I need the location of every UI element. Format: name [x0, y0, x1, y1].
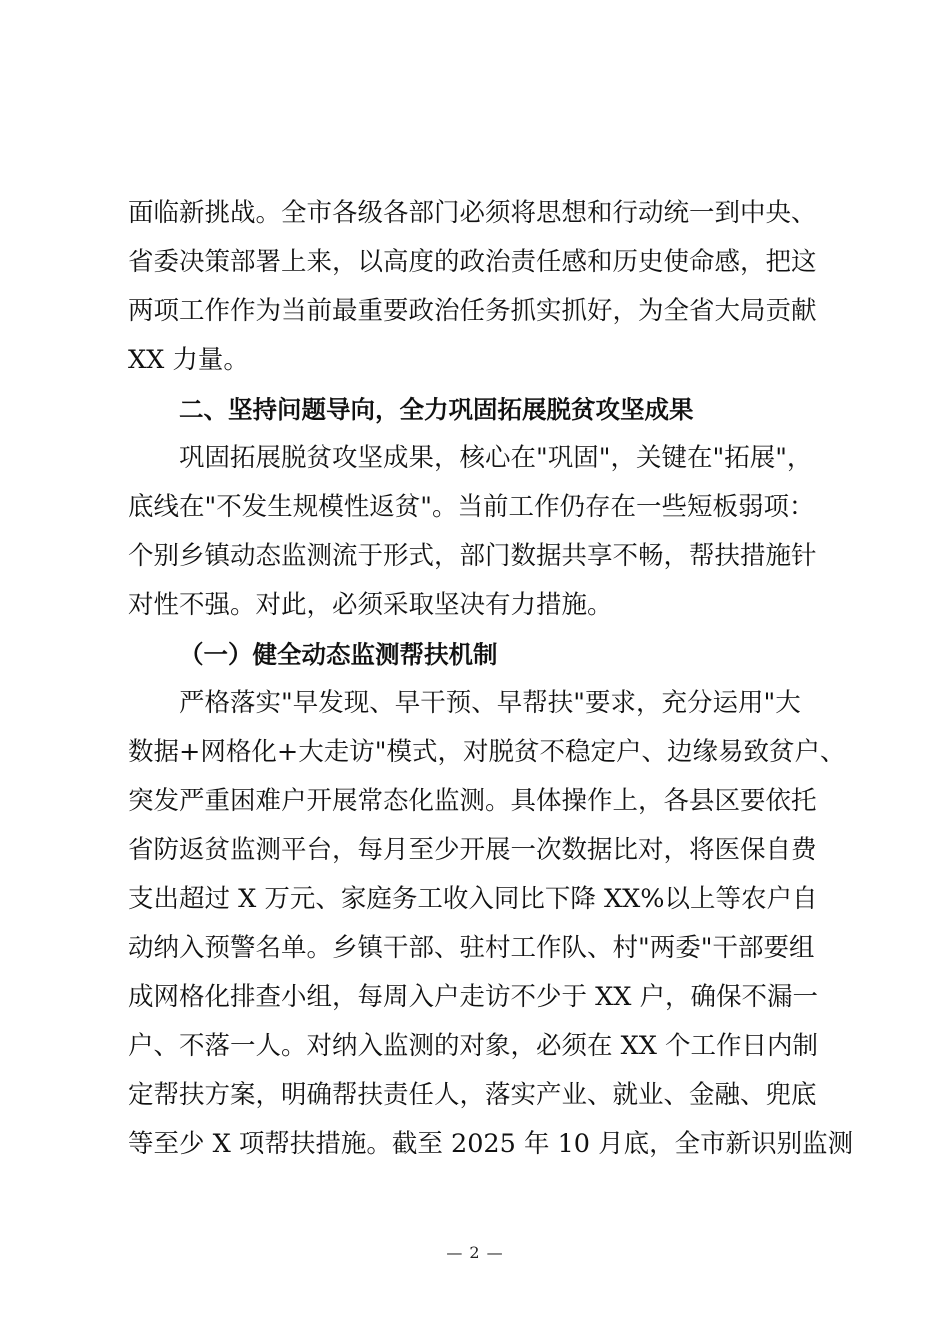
body-line: XX 力量。 [128, 345, 249, 375]
body-line: 省委决策部署上来，以高度的政治责任感和历史使命感，把这 [128, 247, 817, 277]
body-line: 两项工作作为当前最重要政治任务抓实抓好，为全省大局贡献 [128, 296, 817, 326]
body-line: 面临新挑战。全市各级各部门必须将思想和行动统一到中央、 [128, 198, 817, 228]
paragraph-first-line: 巩固拓展脱贫攻坚成果，核心在"巩固"，关键在"拓展"， [179, 443, 813, 473]
page-number: — 2 — [446, 1243, 504, 1262]
body-line: 突发严重困难户开展常态化监测。具体操作上，各县区要依托 [128, 786, 817, 816]
paragraph-first-line: 严格落实"早发现、早干预、早帮扶"要求，充分运用"大 [179, 688, 801, 718]
body-line: 数据+网格化+大走访"模式，对脱贫不稳定户、边缘易致贫户、 [128, 737, 846, 767]
body-line: 等至少 X 项帮扶措施。截至 2025 年 10 月底，全市新识别监测 [128, 1129, 854, 1159]
section-heading: 二、坚持问题导向，全力巩固拓展脱贫攻坚成果 [179, 395, 694, 424]
body-line: 对性不强。对此，必须采取坚决有力措施。 [128, 590, 613, 620]
subsection-heading: （一）健全动态监测帮扶机制 [179, 640, 498, 669]
body-line: 动纳入预警名单。乡镇干部、驻村工作队、村"两委"干部要组 [128, 933, 815, 963]
body-line: 支出超过 X 万元、家庭务工收入同比下降 XX%以上等农户自 [128, 884, 818, 914]
body-line: 个别乡镇动态监测流于形式，部门数据共享不畅，帮扶措施针 [128, 541, 817, 571]
body-line: 定帮扶方案，明确帮扶责任人，落实产业、就业、金融、兜底 [128, 1080, 817, 1110]
body-line: 户、不落一人。对纳入监测的对象，必须在 XX 个工作日内制 [128, 1031, 819, 1061]
document-body [128, 189, 854, 1169]
body-line: 省防返贫监测平台，每月至少开展一次数据比对，将医保自费 [128, 835, 817, 865]
body-line: 成网格化排查小组，每周入户走访不少于 XX 户，确保不漏一 [128, 982, 819, 1012]
body-line: 底线在"不发生规模性返贫"。当前工作仍存在一些短板弱项： [128, 492, 815, 522]
